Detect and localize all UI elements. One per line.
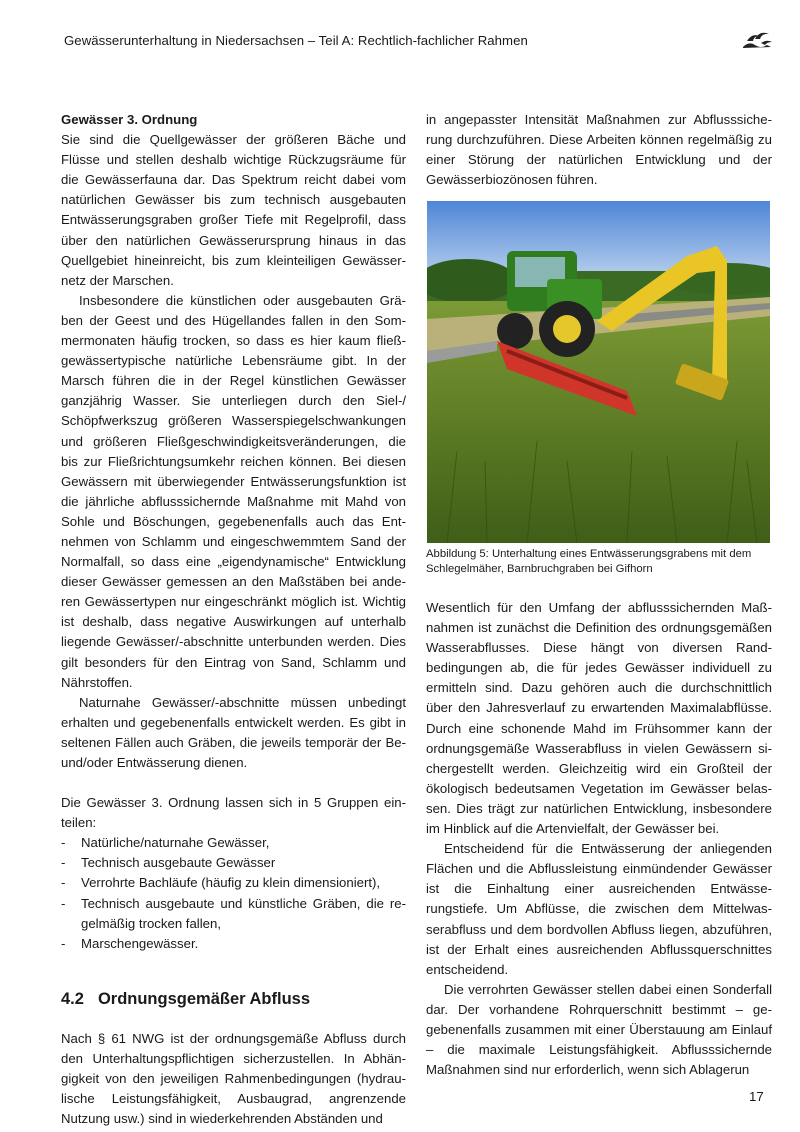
paragraph: Die Gewässer 3. Ordnung lassen sich in 5 Gruppen einteilen:: [61, 795, 406, 831]
paragraph: Insbesondere die künstlichen oder ausgebauten Gräben der Geest und des Hügellandes fallen in den Sommermonaten häufig trocken, so dass es hier kaum fließgewässertypische natürliche Lebensräume gibt. In der Marsch führen die in der Regel künstlichen Gewässer ganzjährig Wasser. Sie unterliegen durch den Siel-/ Schöpfwerkszug größeren Wasserspiegelschwankungen und größeren Fließgeschwindigkeitsveränderungen, die bis zur Fließrichtungsumkehr reichen können. Bei diesen Gewässern mit überwiegender Entwässerungsfunktion ist die jährliche abflusssichernde Maßnahme mit Mahd von Sohle und Böschungen, gegebenenfalls auch das Entnehmen von Schlamm und eingeschwemmtem Sand der Normalfall, so dass eine „eigendynamische“ Entwicklung dieser Gewässer gemessen an den Maßstäben bei anderen Gewässertypen nur eingeschränkt möglich ist. Wichtig ist deshalb, dass negative Auswirkungen auf unterhalb liegende Gewässer/-abschnitte unterbunden werden. Dies gilt besonders für den Eintrag von Sand, Schlamm und Nährstoffen.: [61, 292, 406, 690]
figure-caption: Abbildung 5: Unterhaltung eines Entwässerungsgrabens mit dem Schlegelmäher, Barnbruchgraben bei Gifhorn: [426, 548, 752, 575]
paragraph: Naturnahe Gewässer/-abschnitte müssen unbedingt erhalten und gegebenenfalls entwickelt werden. Es gibt in seltenen Fällen auch Gräben, die jeweils temporär der Be- und/oder Entwässerung dienen.: [61, 694, 406, 770]
tractor-mowing-photo: [427, 201, 770, 543]
paragraph: Wesentlich für den Umfang der abflusssichernden Maßnahmen ist zunächst die Definition des ordnungsgemäßen Wasserabflusses. Diese hängt von diversen Randbedingungen ab, die für jedes Gewässer individuell zu ermitteln sind. Dazu gehören auch die durchschnittlich über den Jahresverlauf zu erwartenden Maximalabflüsse. Durch eine schonende Mahd im Frühsommer kann der ordnungsgemäße Wasserabfluss in vielen Gewässern sichergestellt werden. Gleichzeitig wird ein Großteil der ökologisch bedeutsamen Vegetation im Gewässer belassen. Dies trägt zur natürlichen Entwicklung, insbesondere im Hinblick auf die Artenvielfalt, der Gewässer bei.: [426, 600, 772, 837]
paragraph: Sie sind die Quellgewässer der größeren Bäche und Flüsse und stellen deshalb wichtige Rückzugsräume für die Gewässerfauna dar. Das Spektrum reicht dabei vom natürlichen Gewässer bis zum technisch ausgebauten Entwässerungsgraben großer Tiefe mit Regelprofil, dass über den natürlichen Gewässerursprung hinaus in das Quellgebiet hineinreicht, bis zum kleinteiligen Gewässernetz der Marschen.: [61, 132, 406, 288]
list-item: - Technisch ausgebaute und künstliche Gräben, die regelmäßig trocken fallen,: [61, 894, 406, 934]
page-number: 17: [749, 1089, 764, 1104]
right-column-top: [426, 110, 772, 190]
paragraph: in angepasster Intensität Maßnahmen zur Abflusssicherung durchzuführen. Diese Arbeiten können regelmäßig zu einer Störung der natürlichen Entwicklung und der Gewässerbiozönosen führen.: [426, 112, 772, 188]
list-item: - Technisch ausgebaute Gewässer: [61, 853, 406, 873]
list-item: - Natürliche/naturnahe Gewässer,: [61, 833, 406, 853]
list-item: - Verrohrte Bachläufe (häufig zu klein dimensioniert),: [61, 873, 406, 893]
section-heading: [61, 990, 406, 1009]
list-item: - Marschengewässer.: [61, 934, 406, 954]
group-list: [61, 833, 406, 954]
section-number: 4.2: [61, 989, 84, 1008]
subsection-heading: Gewässer 3. Ordnung: [61, 112, 198, 127]
paragraph: Entscheidend für die Entwässerung der anliegenden Flächen und die Abflussleistung einmündender Gewässer ist die Einhaltung einer ausreichenden Entwässerungstiefe. Um Abflüsse, die zwischen dem Mittelwasserabfluss und dem bordvollen Abfluss liegen, abzuführen, ist der Erhalt eines ausreichenden Abflussquerschnittes entscheidend.: [426, 841, 772, 977]
section-title: Ordnungsgemäßer Abfluss: [97, 989, 311, 1008]
paragraph: Die verrohrten Gewässer stellen dabei einen Sonderfall dar. Der vorhandene Rohrquerschnitt bestimmt – gegebenenfalls zusammen mit einer Überstauung am Einlauf – die maximale Leistungsfähigkeit. Abflusssichernde Maßnahmen sind nur erforderlich, wenn sich Ablagerun: [426, 981, 772, 1078]
photo-illustration: [427, 201, 770, 543]
running-header: Gewässerunterhaltung in Niedersachsen – Teil A: Rechtlich-fachlicher Rahmen: [64, 33, 528, 48]
wave-logo-icon: [741, 27, 773, 51]
paragraph: Nach § 61 NWG ist der ordnungsgemäße Abfluss durch den Unterhaltungspflichtigen sicherzustellen. In Abhängigkeit von den jeweiligen Rahmenbedingungen (hydraulische Leistungsfähigkeit, Ausbaugrad, angrenzende Nutzung usw.) sind in wiederkehrenden Abständen und: [61, 1030, 406, 1127]
right-column-bottom: [426, 598, 772, 1080]
left-column: [61, 110, 406, 1129]
